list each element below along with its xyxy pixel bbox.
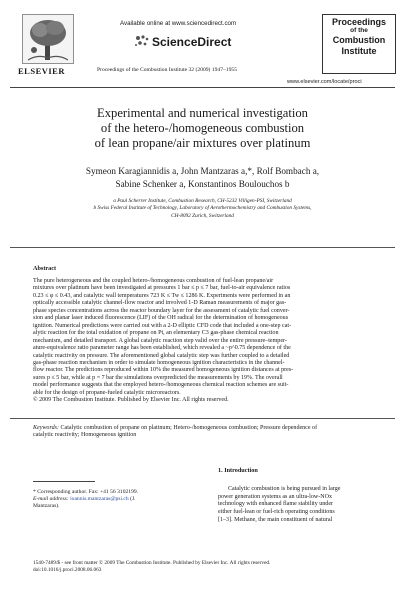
- abstract-top-rule: [10, 247, 395, 248]
- abstract-line: sion and planar laser induced fluorescence (LIF) of the OH radical for the determination of homogeneous: [33, 315, 289, 322]
- abstract-line: gas-phase reaction mechanism in order to simulate homogeneous ignition characteristics in the channel-: [33, 359, 285, 366]
- header-divider: [10, 87, 395, 88]
- author-line: Symeon Karagiannidis a, John Mantzaras a,*, Rolf Bombach a,: [85, 166, 320, 176]
- title-line: Experimental and numerical investigation: [97, 106, 308, 120]
- footnote-line: * Corresponding author. Fax: +41 56 3102199.: [33, 489, 139, 495]
- abstract-line: The pure heterogeneous and the coupled hetero-/homogeneous combustion of fuel-lean propane/air: [33, 278, 274, 284]
- affiliation-line: b Swiss Federal Institute of Technology, Laboratory of Aerothermochemistry and Combustion Systems,: [93, 205, 312, 212]
- available-online-text: Available online at www.sciencedirect.com: [120, 20, 237, 27]
- intro-line: [1–3]. Methane, the main constituent of natural: [218, 516, 333, 523]
- footnote-rule: [33, 481, 95, 482]
- author-list: [0, 165, 405, 190]
- abstract-line: flow reactor. The predictions reproduced within 10% the measured homogeneous ignition distances at pres-: [33, 367, 294, 374]
- email-link[interactable]: ioannis.mantzaras@psi.ch: [70, 496, 129, 503]
- abstract-line: able for the design of propane-fueled catalytic microreactors.: [33, 389, 181, 396]
- keywords-label: Keywords:: [33, 425, 59, 431]
- abstract-line: mechanism, and detailed transport. A global catalytic reaction step valid over the entire pressure–temper-: [33, 337, 287, 344]
- sciencedirect-logo-icon: [134, 34, 150, 53]
- elsevier-tree-logo-icon: [22, 14, 74, 64]
- journal-reference: Proceedings of the Combustion Institute 32 (2009) 1947–1955: [97, 67, 237, 73]
- proceedings-line: Proceedings: [331, 17, 387, 27]
- email-label: E-mail address:: [33, 496, 69, 503]
- footnote-line: Mantzaras).: [33, 503, 60, 510]
- sciencedirect-wordmark[interactable]: ScienceDirect: [152, 35, 232, 49]
- title-line: of lean propane/air mixtures over platinum: [94, 136, 311, 150]
- author-line: Sabine Schenker a, Konstantinos Boulouchos b: [115, 178, 290, 189]
- abstract-bottom-rule: [10, 418, 395, 419]
- introduction-body: [218, 486, 375, 525]
- intro-line: technology with enhanced flame stability under: [218, 501, 334, 508]
- affiliation-line: a Paul Scherrer Institute, Combustion Research, CH-5232 Villigen-PSI, Switzerland: [113, 198, 292, 204]
- publisher-name: ELSEVIER: [18, 66, 65, 76]
- abstract-line: catalytic reactivity on pressure. The aforementioned global catalytic step was further coupled to a detailed: [33, 352, 290, 359]
- corresponding-author-footnote: [33, 489, 188, 510]
- affiliations: [0, 198, 405, 220]
- abstract-line: mixtures over platinum have been investigated at pressures 1 bar ≤ p ≤ 7 bar, fuel-to-air equivalence ratios: [33, 285, 291, 292]
- copyright-line: © 2009 The Combustion Institute. Published by Elsevier Inc. All rights reserved.: [33, 397, 229, 404]
- keywords-line: catalytic reactivity; Homogeneous ignition: [33, 432, 137, 439]
- abstract-line: phase species concentrations across the reactor boundary layer for the assessment of catalytic fuel conver-: [33, 307, 290, 314]
- abstract-line: optically accessible catalytic channel-flow reactor and involved 1-D Raman measurements of major gas-: [33, 300, 287, 307]
- abstract-line: 0.23 ≤ φ ≤ 0.43, and catalytic wall temperatures 723 K ≤ Tw ≤ 1286 K. Experiments were performed in an: [33, 292, 291, 299]
- front-matter-info: [33, 560, 270, 574]
- proceedings-line: of the: [350, 27, 368, 35]
- issn-line: 1540-7489/$ - see front matter © 2009 The Combustion Institute. Published by Elsevier Inc. All rights reserved.: [33, 560, 271, 566]
- abstract-line: sures p ≤ 5 bar, while at p = 7 bar the simulations overpredicted the measurements by 19%. The overall: [33, 374, 283, 381]
- abstract-line: ignition. Numerical predictions were carried out with a 2-D elliptic CFD code that included a one-step cat-: [33, 322, 292, 329]
- abstract-line: ature-equivalence ratio parameter range has been established, which revealed a ~p^0.75 dependence of the: [33, 345, 291, 352]
- journal-url[interactable]: www.elsevier.com/locate/proci: [287, 79, 362, 85]
- intro-line: either fuel-lean or fuel-rich operating conditions: [218, 509, 335, 516]
- keywords: [33, 425, 373, 440]
- proceedings-line: Combustion: [332, 35, 386, 46]
- abstract-heading: Abstract: [33, 265, 57, 272]
- doi-line[interactable]: doi:10.1016/j.proci.2008.06.063: [33, 567, 102, 573]
- intro-line: Catalytic combustion is being pursued in large: [228, 486, 341, 492]
- abstract-line: alytic reaction for the total oxidation of propane on Pt, an elementary C3 gas-phase chemical reaction: [33, 330, 279, 337]
- abstract-body: [33, 278, 373, 405]
- title-line: of the hetero-/homogeneous combustion: [100, 121, 305, 135]
- keywords-line: Catalytic combustion of propane on platinum; Hetero-/homogeneous combustion; Pressure dependence of: [60, 425, 318, 431]
- section-heading: 1. Introduction: [218, 467, 258, 474]
- proceedings-badge: [322, 14, 396, 74]
- paper-title: [0, 106, 405, 151]
- abstract-line: model performance suggests that the employed hetero-/homogeneous chemical reaction schemes are suit-: [33, 382, 289, 389]
- footnote-suffix: (J.: [130, 496, 136, 503]
- intro-line: power generation systems as an ultra-low-NOx: [218, 493, 333, 500]
- affiliation-line: CH-8092 Zurich, Switzerland: [171, 212, 234, 219]
- proceedings-line: Institute: [341, 45, 377, 56]
